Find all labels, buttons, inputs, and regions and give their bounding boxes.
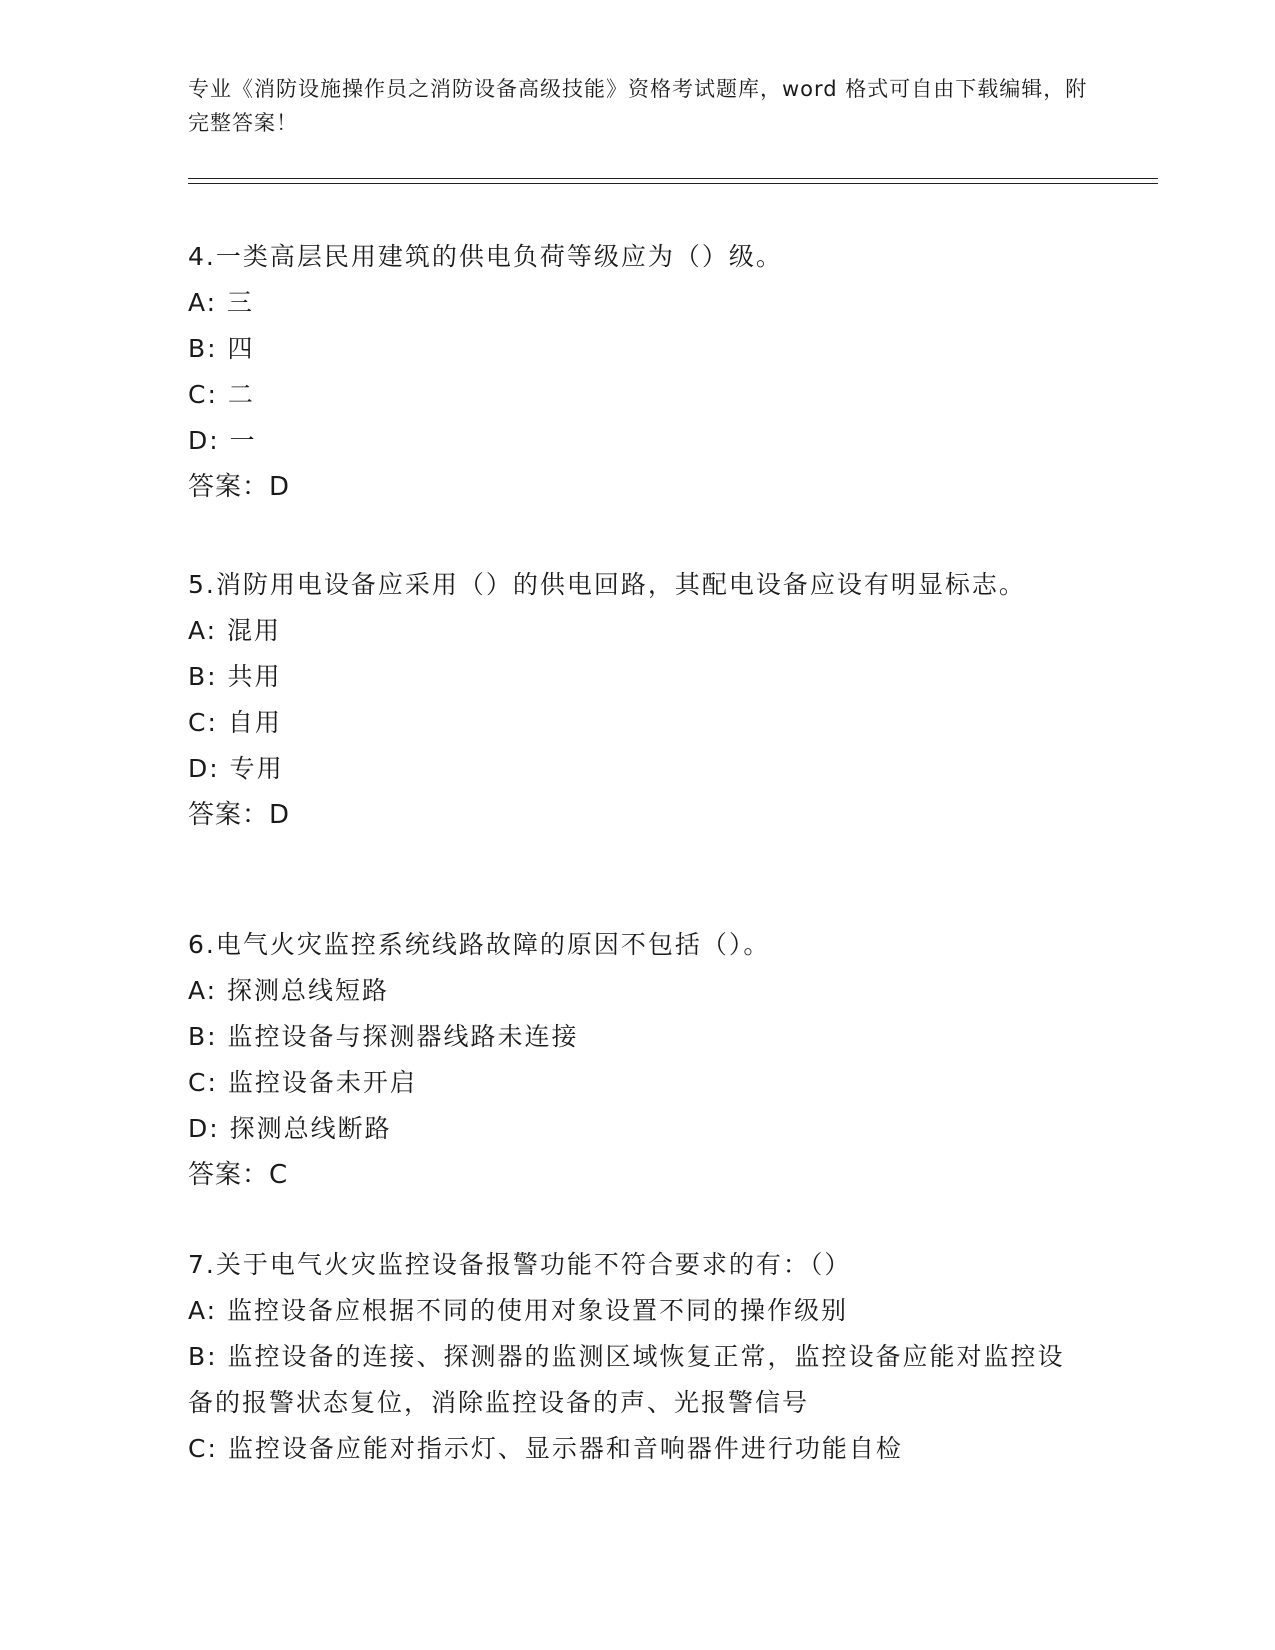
question-stem: 4.一类高层民用建筑的供电负荷等级应为（）级。 xyxy=(188,242,783,271)
answer: 答案：D xyxy=(188,472,291,502)
question-4 xyxy=(188,234,1088,510)
answer: 答案：D xyxy=(188,800,291,830)
question-stem: 7.关于电气火灾监控设备报警功能不符合要求的有：（） xyxy=(188,1250,852,1279)
option-a: A: 探测总线短路 xyxy=(188,976,390,1005)
option-a: A: 三 xyxy=(188,288,255,317)
option-b: B: 监控设备的连接、探测器的监测区域恢复正常，监控设备应能对监控设备的报警状态复位，消除监控设备的声、光报警信号 xyxy=(188,1342,1065,1417)
option-b: B: 共用 xyxy=(188,662,282,691)
option-d: D: 专用 xyxy=(188,754,284,783)
option-b: B: 四 xyxy=(188,334,255,363)
question-5 xyxy=(188,562,1088,838)
question-stem: 6.电气火灾监控系统线路故障的原因不包括（）。 xyxy=(188,930,771,959)
question-7 xyxy=(188,1242,1088,1472)
option-b: B: 监控设备与探测器线路未连接 xyxy=(188,1022,579,1051)
header-divider-bottom xyxy=(188,183,1158,184)
question-stem: 5.消防用电设备应采用（）的供电回路，其配电设备应设有明显标志。 xyxy=(188,570,1026,599)
option-c: C: 自用 xyxy=(188,708,282,737)
option-c: C: 监控设备未开启 xyxy=(188,1068,417,1097)
option-c: C: 二 xyxy=(188,380,255,409)
question-6 xyxy=(188,922,1088,1198)
document-intro: 专业《消防设施操作员之消防设备高级技能》资格考试题库，word 格式可自由下载编辑，附完整答案！ xyxy=(188,77,1088,135)
option-d: D: 一 xyxy=(188,426,257,455)
option-a: A: 监控设备应根据不同的使用对象设置不同的操作级别 xyxy=(188,1296,849,1325)
option-c: C: 监控设备应能对指示灯、显示器和音响器件进行功能自检 xyxy=(188,1434,903,1463)
option-d: D: 探测总线断路 xyxy=(188,1114,392,1143)
answer: 答案：C xyxy=(188,1160,289,1190)
option-a: A: 混用 xyxy=(188,616,282,645)
header-divider-top xyxy=(188,178,1158,179)
